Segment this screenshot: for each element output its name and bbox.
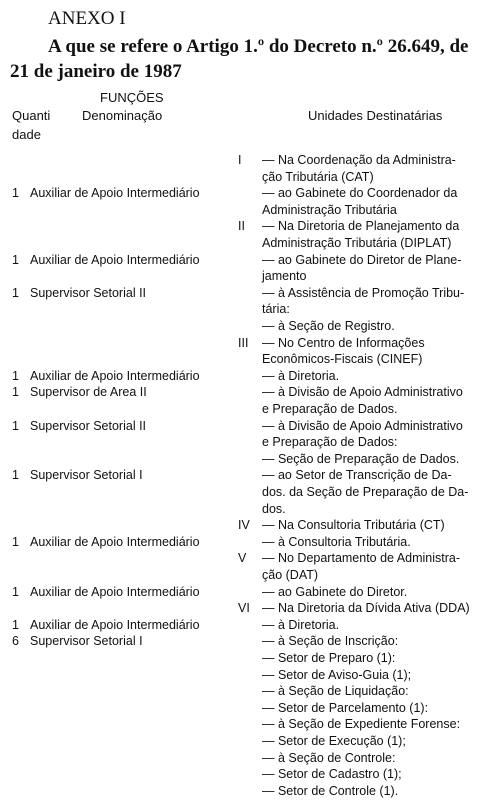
destination-unit-cell: e Preparação de Dados: (262, 435, 398, 450)
destination-unit-cell: — Na Diretoria da Dívida Ativa (DDA) (262, 601, 470, 616)
table-row (0, 152, 504, 168)
destination-unit-cell: — Na Diretoria de Planejamento da (262, 219, 460, 234)
destination-unit-cell: — à Seção de Registro. (262, 319, 395, 333)
destination-unit-cell: — Na Coordenação da Administra- (262, 153, 456, 167)
destination-unit-cell: — ao Gabinete do Coordenador da (262, 186, 458, 201)
roman-numeral-cell: V (238, 551, 247, 566)
title-line-1: A que se refere o Artigo 1.º do Decreto n.º 26.649, de (48, 36, 469, 57)
function-name-cell: Supervisor Setorial I (30, 634, 143, 649)
table-row (0, 467, 504, 483)
destination-unit-cell: — à Seção de Inscrição: (262, 634, 399, 649)
destination-unit-cell: Administração Tributária (DIPLAT) (262, 236, 452, 250)
table-row (0, 202, 504, 218)
table-row (0, 268, 504, 284)
function-name-cell: Auxiliar de Apoio Intermediário (30, 584, 200, 599)
table-row (0, 185, 504, 201)
function-name-cell: Auxiliar de Apoio Intermediário (30, 617, 200, 632)
destination-unit-cell: — Setor de Cadastro (1); (262, 767, 402, 782)
function-name-cell: Supervisor Setorial I (30, 468, 143, 483)
table-row (0, 169, 504, 185)
destination-unit-cell: ção Tributária (CAT) (262, 169, 374, 184)
destination-unit-cell: — Na Consultoria Tributária (CT) (262, 518, 445, 533)
table-row (0, 633, 504, 649)
quantity-cell: 1 (12, 468, 19, 483)
denominacao-header: Denominação (82, 108, 163, 123)
destination-unit-cell: — à Consultoria Tributária. (262, 534, 411, 549)
quantity-cell: 1 (12, 617, 19, 632)
destination-unit-cell: — à Seção de Liquidação: (262, 684, 409, 699)
table-row (0, 484, 504, 500)
table-row (0, 501, 504, 517)
annex-label: ANEXO I (48, 8, 126, 29)
quantity-cell: 1 (12, 534, 19, 549)
function-name-cell: Auxiliar de Apoio Intermediário (30, 186, 200, 201)
destination-unit-cell: — à Assistência de Promoção Tribu- (262, 285, 465, 300)
destination-unit-cell: — à Seção de Controle: (262, 750, 396, 765)
table-row (0, 550, 504, 566)
table-row (0, 517, 504, 533)
quantity-cell: 1 (12, 186, 19, 201)
function-name-cell: Supervisor Setorial II (30, 418, 147, 433)
table-row (0, 252, 504, 268)
destination-unit-cell: — à Seção de Expediente Forense: (262, 717, 461, 732)
table-row (0, 335, 504, 351)
table-row (0, 285, 504, 301)
table-row (0, 384, 504, 400)
destination-unit-cell: — ao Gabinete do Diretor de Plane- (262, 252, 462, 267)
table-row (0, 766, 504, 782)
table-row (0, 733, 504, 749)
roman-numeral-cell: IV (238, 518, 250, 533)
roman-numeral-cell: III (238, 335, 249, 350)
function-name-cell: Auxiliar de Apoio Intermediário (30, 534, 200, 549)
quantidade-header-line2: dade (12, 127, 41, 142)
destination-unit-cell: e Preparação de Dados. (262, 402, 398, 416)
quantity-cell: 1 (12, 418, 19, 433)
table-row (0, 600, 504, 616)
quantidade-header-line1: Quanti (12, 108, 51, 123)
destination-unit-cell: — à Diretoria. (262, 368, 340, 383)
table-row (0, 783, 504, 799)
table-row (0, 418, 504, 434)
destination-unit-cell: — No Departamento de Administra- (262, 551, 461, 566)
table-row (0, 401, 504, 417)
funcoes-header: FUNÇÕES (100, 90, 164, 105)
function-name-cell: Supervisor de Area II (30, 385, 147, 400)
table-row (0, 567, 504, 583)
quantity-cell: 6 (12, 634, 19, 649)
destination-unit-cell: Administração Tributária (262, 202, 397, 217)
function-name-cell: Supervisor Setorial II (30, 285, 147, 300)
destination-unit-cell: tária: (262, 302, 290, 317)
destination-unit-cell: jamento (262, 269, 307, 284)
table-row (0, 434, 504, 450)
quantity-cell: 1 (12, 368, 19, 383)
unidades-header: Unidades Destinatárias (308, 108, 443, 123)
table-row (0, 667, 504, 683)
destination-unit-cell: ção (DAT) (262, 568, 319, 582)
roman-numeral-cell: II (238, 219, 245, 234)
destination-unit-cell: — Setor de Parcelamento (1): (262, 700, 429, 715)
destination-unit-cell: — ao Setor de Transcrição de Da- (262, 468, 452, 483)
destination-unit-cell: — No Centro de Informações (262, 335, 425, 350)
table-row (0, 218, 504, 234)
table-row (0, 235, 504, 251)
destination-unit-cell: — Setor de Controle (1). (262, 783, 399, 798)
table-row (0, 750, 504, 766)
table-row (0, 351, 504, 367)
table-row (0, 368, 504, 384)
destination-unit-cell: — à Diretoria. (262, 617, 340, 632)
table-row (0, 700, 504, 716)
quantity-cell: 1 (12, 584, 19, 599)
function-name-cell: Auxiliar de Apoio Intermediário (30, 368, 200, 383)
table-row (0, 683, 504, 699)
quantity-cell: 1 (12, 252, 19, 267)
table-row (0, 451, 504, 467)
table-row (0, 716, 504, 732)
roman-numeral-cell: VI (238, 601, 250, 616)
title-line-2: 21 de janeiro de 1987 (10, 61, 182, 82)
table-row (0, 318, 504, 334)
table-row (0, 617, 504, 633)
destination-unit-cell: Econômicos-Fiscais (CINEF) (262, 352, 423, 367)
roman-numeral-cell: I (238, 153, 242, 167)
quantity-cell: 1 (12, 285, 19, 300)
destination-unit-cell: dos. da Seção de Preparação de Da- (262, 485, 469, 499)
destination-unit-cell: — à Divisão de Apoio Administrativo (262, 385, 463, 400)
table-row (0, 584, 504, 600)
destination-unit-cell: — ao Gabinete do Diretor. (262, 584, 408, 599)
destination-unit-cell: — Seção de Preparação de Dados. (262, 451, 460, 466)
destination-unit-cell: dos. (262, 501, 286, 516)
quantity-cell: 1 (12, 385, 19, 400)
destination-unit-cell: — Setor de Execução (1); (262, 734, 406, 748)
table-row (0, 650, 504, 666)
table-row (0, 534, 504, 550)
destination-unit-cell: — à Divisão de Apoio Administrativo (262, 418, 463, 433)
table-row (0, 301, 504, 317)
function-name-cell: Auxiliar de Apoio Intermediário (30, 252, 200, 267)
destination-unit-cell: — Setor de Aviso-Guia (1); (262, 667, 412, 682)
destination-unit-cell: — Setor de Preparo (1): (262, 651, 396, 665)
